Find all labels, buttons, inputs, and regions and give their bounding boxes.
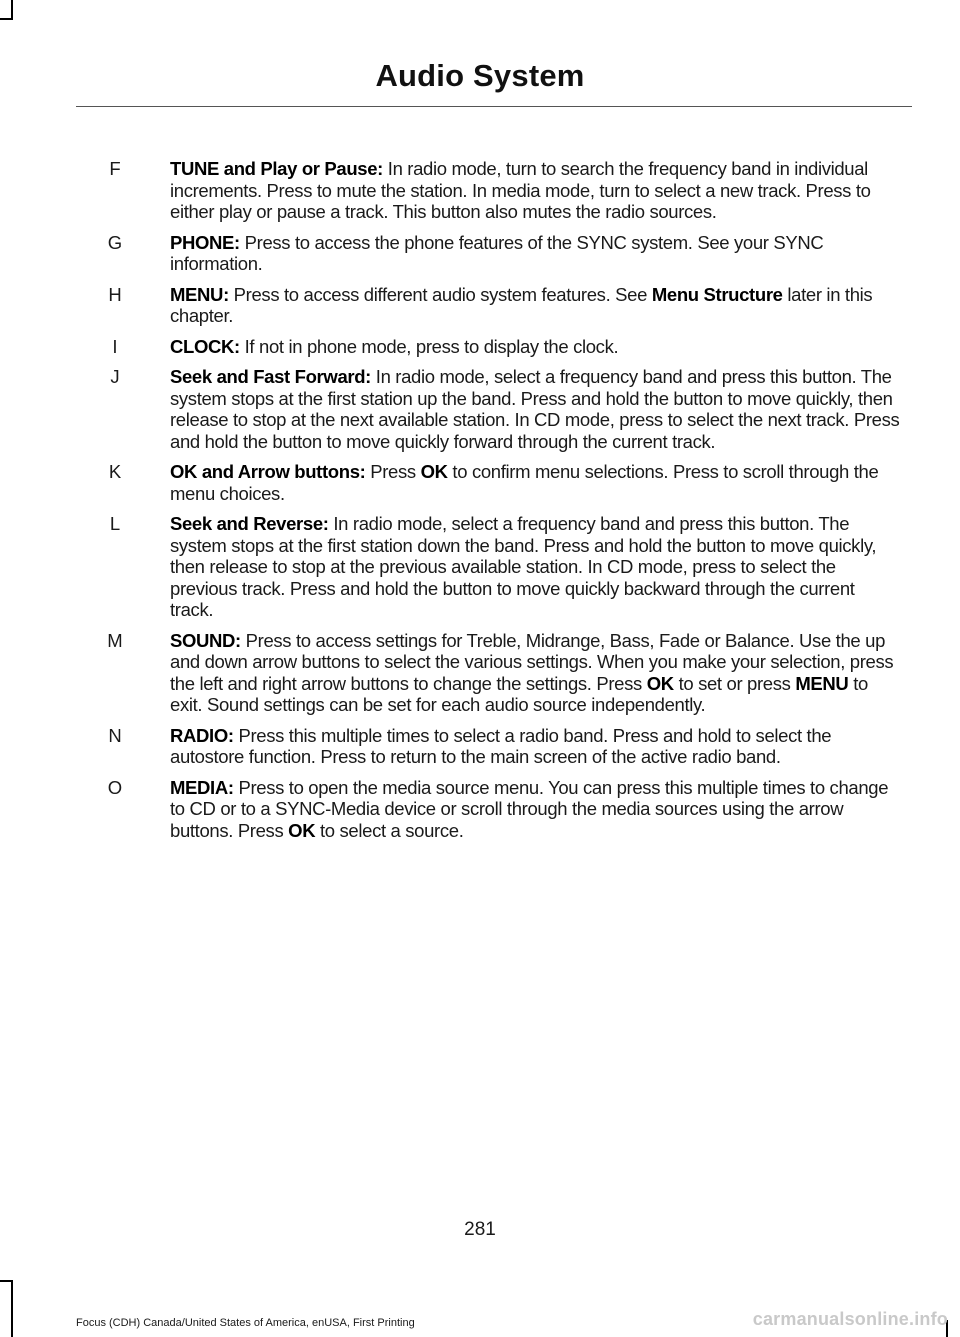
item-description bbox=[170, 725, 902, 768]
item-text: later in this chapter. bbox=[170, 283, 873, 326]
item-letter: I bbox=[112, 335, 118, 357]
item-letter: G bbox=[107, 231, 123, 253]
footer-text: Focus (CDH) Canada/United States of America, enUSA, First Printing bbox=[76, 1317, 415, 1329]
list-item bbox=[0, 232, 960, 275]
item-term: Seek and Reverse: bbox=[170, 513, 329, 534]
list-item bbox=[0, 777, 960, 842]
page-number: 281 bbox=[464, 1219, 496, 1240]
item-text: Press to open the media source menu. You can press this multiple times to change to CD or to a SYNC-Media device or scroll through the media sources using the arrow buttons. Press bbox=[170, 776, 889, 841]
item-letter: H bbox=[108, 283, 122, 305]
entry-list bbox=[0, 158, 960, 850]
item-letter: F bbox=[109, 158, 121, 179]
item-description bbox=[170, 232, 902, 275]
item-term: OK and Arrow buttons: bbox=[170, 461, 366, 482]
item-text: Press to access different audio system features. See bbox=[228, 283, 652, 305]
item-term: MENU bbox=[795, 672, 849, 694]
crop-mark-top-left-horizontal bbox=[0, 18, 13, 20]
item-term: TUNE and Play or Pause: bbox=[170, 158, 383, 179]
list-item bbox=[0, 461, 960, 504]
item-text: to exit. Sound settings can be set for each audio source independently. bbox=[170, 672, 868, 715]
item-text: In radio mode, turn to search the frequency band in individual increments. Press to mute the station. In media mode, turn to select a new track. Press to either play or pause a track. This button also mutes the radio sources. bbox=[170, 158, 871, 222]
watermark: carmanualsonline.info bbox=[752, 1309, 948, 1329]
item-description bbox=[170, 158, 902, 223]
item-term: OK bbox=[646, 672, 674, 694]
list-item bbox=[0, 284, 960, 327]
item-text: Press to access the phone features of the SYNC system. See your SYNC information. bbox=[170, 231, 824, 274]
list-item bbox=[0, 630, 960, 716]
list-item bbox=[0, 725, 960, 768]
item-term: OK bbox=[288, 819, 316, 841]
item-text: Press this multiple times to select a radio band. Press and hold to select the autostore function. Press to return to the main screen of the active radio band. bbox=[170, 724, 832, 767]
crop-mark-bottom-left-horizontal bbox=[0, 1280, 13, 1282]
item-description bbox=[170, 461, 902, 504]
item-description bbox=[170, 284, 902, 327]
header-rule bbox=[76, 106, 912, 107]
item-letter: M bbox=[107, 629, 123, 651]
crop-mark-bottom-left-vertical bbox=[11, 1280, 13, 1337]
item-text: to confirm menu selections. Press to scroll through the menu choices. bbox=[170, 461, 879, 504]
item-text: to set or press bbox=[673, 672, 796, 694]
item-text: If not in phone mode, press to display the clock. bbox=[239, 335, 619, 357]
item-term: MENU: bbox=[170, 283, 229, 305]
item-description bbox=[170, 777, 902, 842]
item-letter: J bbox=[110, 366, 120, 387]
list-item bbox=[0, 158, 960, 223]
item-text: to select a source. bbox=[315, 819, 464, 841]
item-text: Press to access settings for Treble, Midrange, Bass, Fade or Balance. Use the up and down arrow buttons to select the various settings. When you make your selection, press the left and right arrow buttons to change the settings. Press bbox=[170, 629, 894, 694]
item-term: CLOCK: bbox=[170, 335, 240, 357]
item-text: Press bbox=[365, 461, 421, 482]
item-term: Menu Structure bbox=[651, 283, 783, 305]
item-term: OK bbox=[420, 461, 448, 482]
list-item bbox=[0, 336, 960, 358]
item-description bbox=[170, 630, 902, 716]
item-text: In radio mode, select a frequency band and press this button. The system stops at the first station up the band. Press and hold the button to move quickly, then release to stop at the next available station. In CD mode, press to select the next track. Press and hold the button to move quickly forward through the current track. bbox=[170, 366, 900, 452]
item-description bbox=[170, 513, 902, 621]
list-item bbox=[0, 366, 960, 452]
page-title: Audio System bbox=[375, 58, 585, 93]
item-term: MEDIA: bbox=[170, 776, 234, 798]
item-term: RADIO: bbox=[170, 724, 234, 746]
item-letter: O bbox=[107, 776, 123, 798]
item-term: SOUND: bbox=[170, 629, 241, 651]
crop-mark-top-left-vertical bbox=[11, 0, 13, 20]
list-item bbox=[0, 513, 960, 621]
item-term: PHONE: bbox=[170, 231, 240, 253]
item-letter: N bbox=[108, 724, 122, 746]
item-text: In radio mode, select a frequency band and press this button. The system stops at the first station down the band. Press and hold the button to move quickly, then release to stop at the previous available station. In CD mode, press to select the previous track. Press and hold the button to move quickly backward through the current track. bbox=[170, 513, 877, 620]
item-letter: K bbox=[108, 461, 122, 482]
item-term: Seek and Fast Forward: bbox=[170, 366, 371, 387]
item-description bbox=[170, 336, 902, 358]
item-letter: L bbox=[109, 513, 121, 534]
item-description bbox=[170, 366, 902, 452]
